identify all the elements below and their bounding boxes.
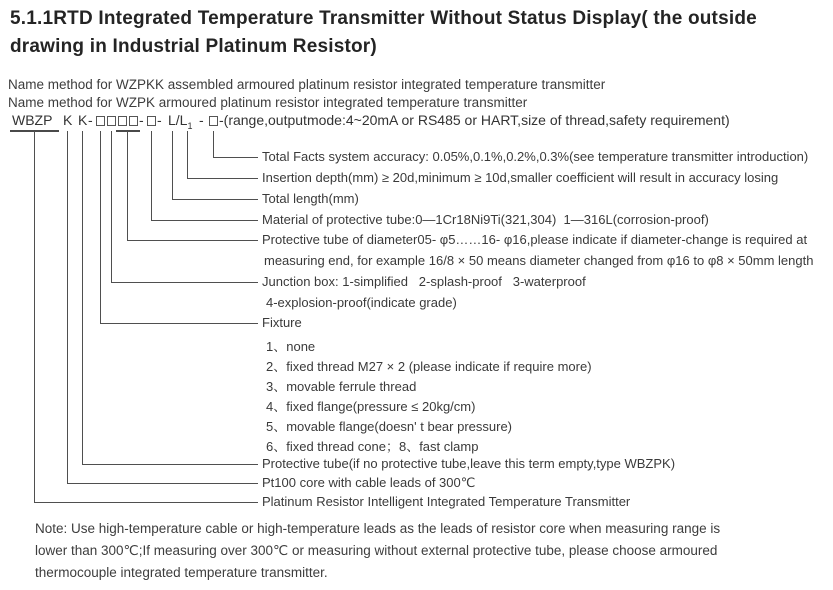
code-placeholder-box-5	[147, 116, 156, 126]
connector-line-vertical	[111, 131, 112, 282]
connector-line-vertical	[213, 131, 214, 157]
code-placeholder-box-4	[129, 116, 138, 126]
code-tail: -(range,outputmode:4~20mA or RS485 or HART,size of thread,safety requirement)	[219, 112, 730, 128]
code-placeholder-box-2	[107, 116, 116, 126]
diagram-row-fixture: Fixture	[262, 315, 302, 330]
diagram-row-diameter-1: Protective tube of diameter05- φ5……16- φ16,please indicate if diameter-change is required at	[262, 232, 808, 247]
connector-line-horizontal	[100, 323, 258, 324]
connector-line-horizontal	[213, 157, 258, 158]
note-line-2: lower than 300℃;If measuring over 300℃ or measuring without external protective tube, please choose armoured	[35, 543, 718, 558]
diagram-row-fixture-5: 5、movable flange(doesn' t bear pressure)	[266, 419, 513, 434]
diagram-row-protective-tube: Protective tube(if no protective tube,leave this term empty,type WBZPK)	[262, 456, 676, 471]
connector-line-horizontal	[34, 502, 258, 503]
diagram-row-junction-box: Junction box: 1-simplified 2-splash-proof 3-waterproof	[262, 274, 586, 289]
diagram-row-fixture-4: 4、fixed flange(pressure ≤ 20kg/cm)	[266, 399, 476, 414]
connector-line-vertical	[151, 131, 152, 220]
diagram-row-explosion-proof: 4-explosion-proof(indicate grade)	[266, 295, 457, 310]
diagram-row-fixture-2: 2、fixed thread M27 × 2 (please indicate if require more)	[266, 359, 592, 374]
connector-line-vertical	[82, 131, 83, 464]
connector-line-vertical	[100, 131, 101, 323]
code-length-symbol	[168, 112, 192, 131]
page-title-line-2: drawing in Industrial Platinum Resistor)	[10, 36, 377, 57]
code-dash: -	[139, 112, 144, 128]
code-k2: K	[78, 112, 88, 128]
note-line-1: Note: Use high-temperature cable or high-temperature leads as the leads of resistor core when measuring range is	[35, 521, 721, 536]
connector-line-horizontal	[111, 282, 258, 283]
code-dash: -	[157, 112, 162, 128]
diagram-row-fixture-3: 3、movable ferrule thread	[266, 379, 417, 394]
code-dash: -	[88, 112, 93, 128]
diagram-row-transmitter: Platinum Resistor Intelligent Integrated Temperature Transmitter	[262, 494, 631, 509]
diagram-row-total-length: Total length(mm)	[262, 191, 359, 206]
diagram-row-material: Material of protective tube:0—1Cr18Ni9Ti(321,304) 1—316L(corrosion-proof)	[262, 212, 709, 227]
connector-line-horizontal	[172, 199, 258, 200]
diagram-row-insertion-depth: Insertion depth(mm) ≥ 20d,minimum ≥ 10d,smaller coefficient will result in accuracy losing	[262, 170, 779, 185]
code-prefix: WBZP	[12, 112, 53, 128]
connector-line-horizontal	[187, 178, 258, 179]
group-underline-diameter-boxes	[116, 130, 140, 132]
connector-line-vertical	[67, 131, 68, 483]
code-placeholder-box-6	[209, 116, 218, 126]
code-k1: K	[63, 112, 73, 128]
code-placeholder-box-3	[118, 116, 127, 126]
code-placeholder-box-1	[96, 116, 105, 126]
connector-line-vertical	[34, 131, 35, 502]
note-line-3: thermocouple integrated temperature transmitter.	[35, 565, 328, 580]
diagram-row-fixture-1: 1、none	[266, 339, 316, 354]
intro-line-wzpk: Name method for WZPK armoured platinum resistor integrated temperature transmitter	[8, 95, 528, 110]
connector-line-horizontal	[127, 240, 258, 241]
connector-line-horizontal	[151, 220, 258, 221]
intro-line-wzpkk: Name method for WZPKK assembled armoured platinum resistor integrated temperature transmitter	[8, 77, 606, 92]
page-title-line-1: 5.1.1RTD Integrated Temperature Transmitter Without Status Display( the outside	[10, 8, 757, 29]
code-length-main: L/L	[168, 112, 188, 128]
diagram-row-pt100-core: Pt100 core with cable leads of 300℃	[262, 475, 476, 490]
diagram-row-accuracy: Total Facts system accuracy: 0.05%,0.1%,0.2%,0.3%(see temperature transmitter introduction)	[262, 149, 809, 164]
connector-line-horizontal	[82, 464, 258, 465]
diagram-row-diameter-2: measuring end, for example 16/8 × 50 means diameter changed from φ16 to φ8 × 50mm length	[264, 253, 814, 268]
connector-line-horizontal	[67, 483, 258, 484]
connector-line-vertical	[187, 131, 188, 178]
code-dash: -	[199, 112, 204, 128]
diagram-row-fixture-6-8: 6、fixed thread cone；8、fast clamp	[266, 439, 479, 454]
connector-line-vertical	[172, 131, 173, 199]
code-length-subscript: 1	[187, 120, 193, 131]
connector-line-vertical	[127, 131, 128, 240]
